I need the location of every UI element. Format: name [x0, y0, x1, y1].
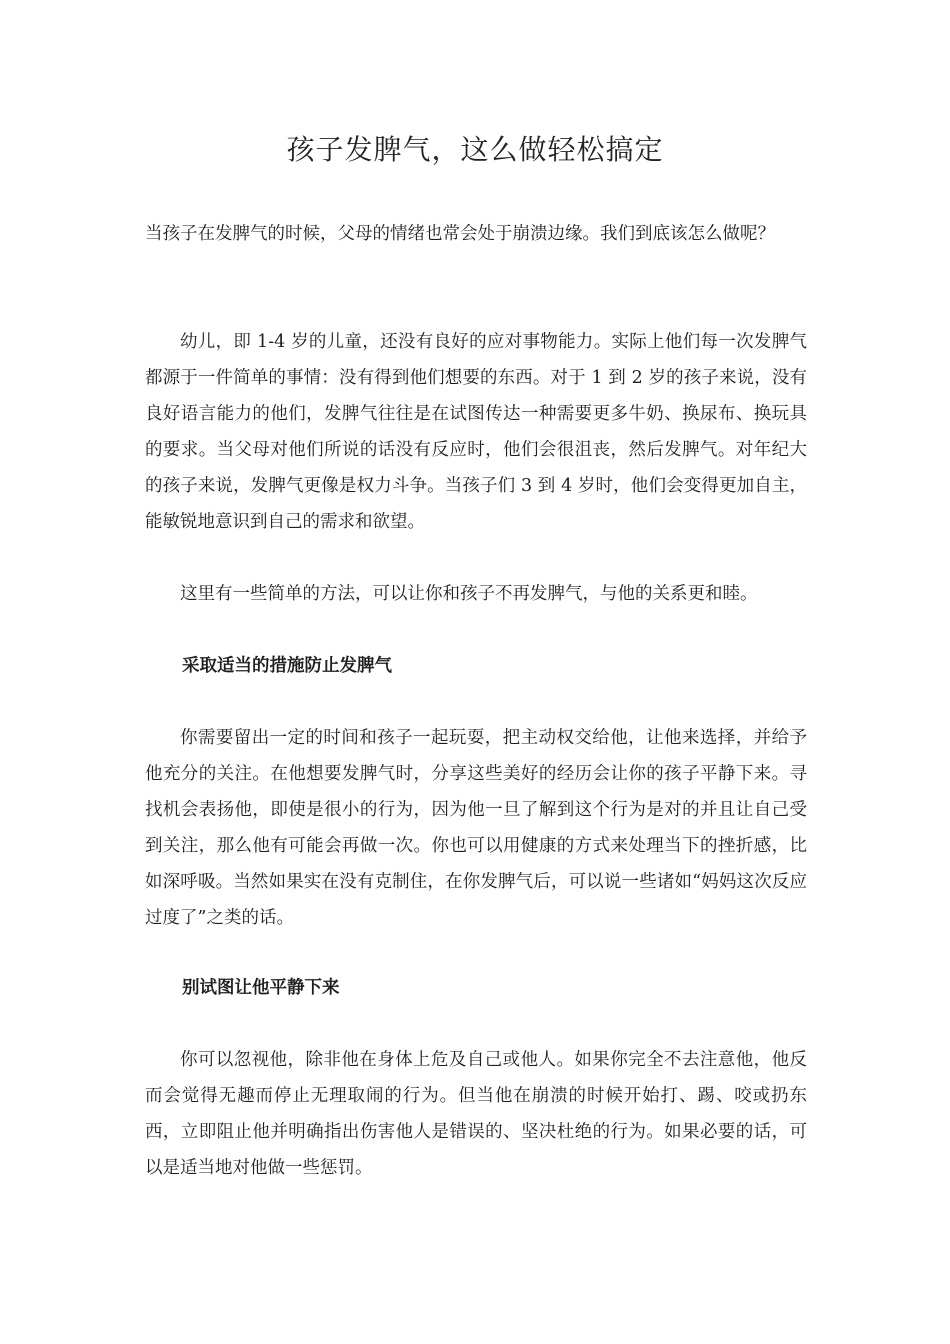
intro-paragraph: 当孩子在发脾气的时候，父母的情绪也常会处于崩溃边缘。我们到底该怎么做呢？ — [145, 224, 775, 244]
section-heading-prevention: 采取适当的措施防止发脾气 — [182, 656, 392, 676]
page-title: 孩子发脾气，这么做轻松搞定 — [286, 133, 664, 166]
paragraph-ignore: 你可以忽视他，除非他在身体上危及自己或他人。如果你完全不去注意他，他反而会觉得无趣而停止无理取闹的行为。但当他在崩溃的时候开始打、踢、咬或扔东西，立即阻止他并明确指出伤害他人是错误的、坚决杜绝的行为。如果必要的话，可以是适当地对他做一些惩罚。 — [145, 1050, 807, 1178]
paragraph-toddler-behavior: 幼儿，即 1-4 岁的儿童，还没有良好的应对事物能力。实际上他们每一次发脾气都源于一件简单的事情：没有得到他们想要的东西。对于 1 到 2 岁的孩子来说，没有良好语言能力的他们，发脾气往往是在试图传达一种需要更多牛奶、换尿布、换玩具的要求。当父母对他们所说的话没有反应时，他们会很沮丧，然后发脾气。对年纪大的孩子来说，发脾气更像是权力斗争。当孩子们 3 到 4 岁时，他们会变得更加自主，能敏锐地意识到自己的需求和欲望。 — [145, 332, 807, 532]
paragraph-simple-methods: 这里有一些简单的方法，可以让你和孩子不再发脾气，与他的关系更和睦。 — [180, 584, 758, 604]
paragraph-prevention: 你需要留出一定的时间和孩子一起玩耍，把主动权交给他，让他来选择，并给予他充分的关注。在他想要发脾气时，分享这些美好的经历会让你的孩子平静下来。寻找机会表扬他，即使是很小的行为，因为他一旦了解到这个行为是对的并且让自己受到关注，那么他有可能会再做一次。你也可以用健康的方式来处理当下的挫折感，比如深呼吸。当然如果实在没有克制住，在你发脾气后，可以说一些诸如“妈妈这次反应过度了”之类的话。 — [145, 728, 807, 928]
section-heading-calm: 别试图让他平静下来 — [182, 978, 340, 998]
